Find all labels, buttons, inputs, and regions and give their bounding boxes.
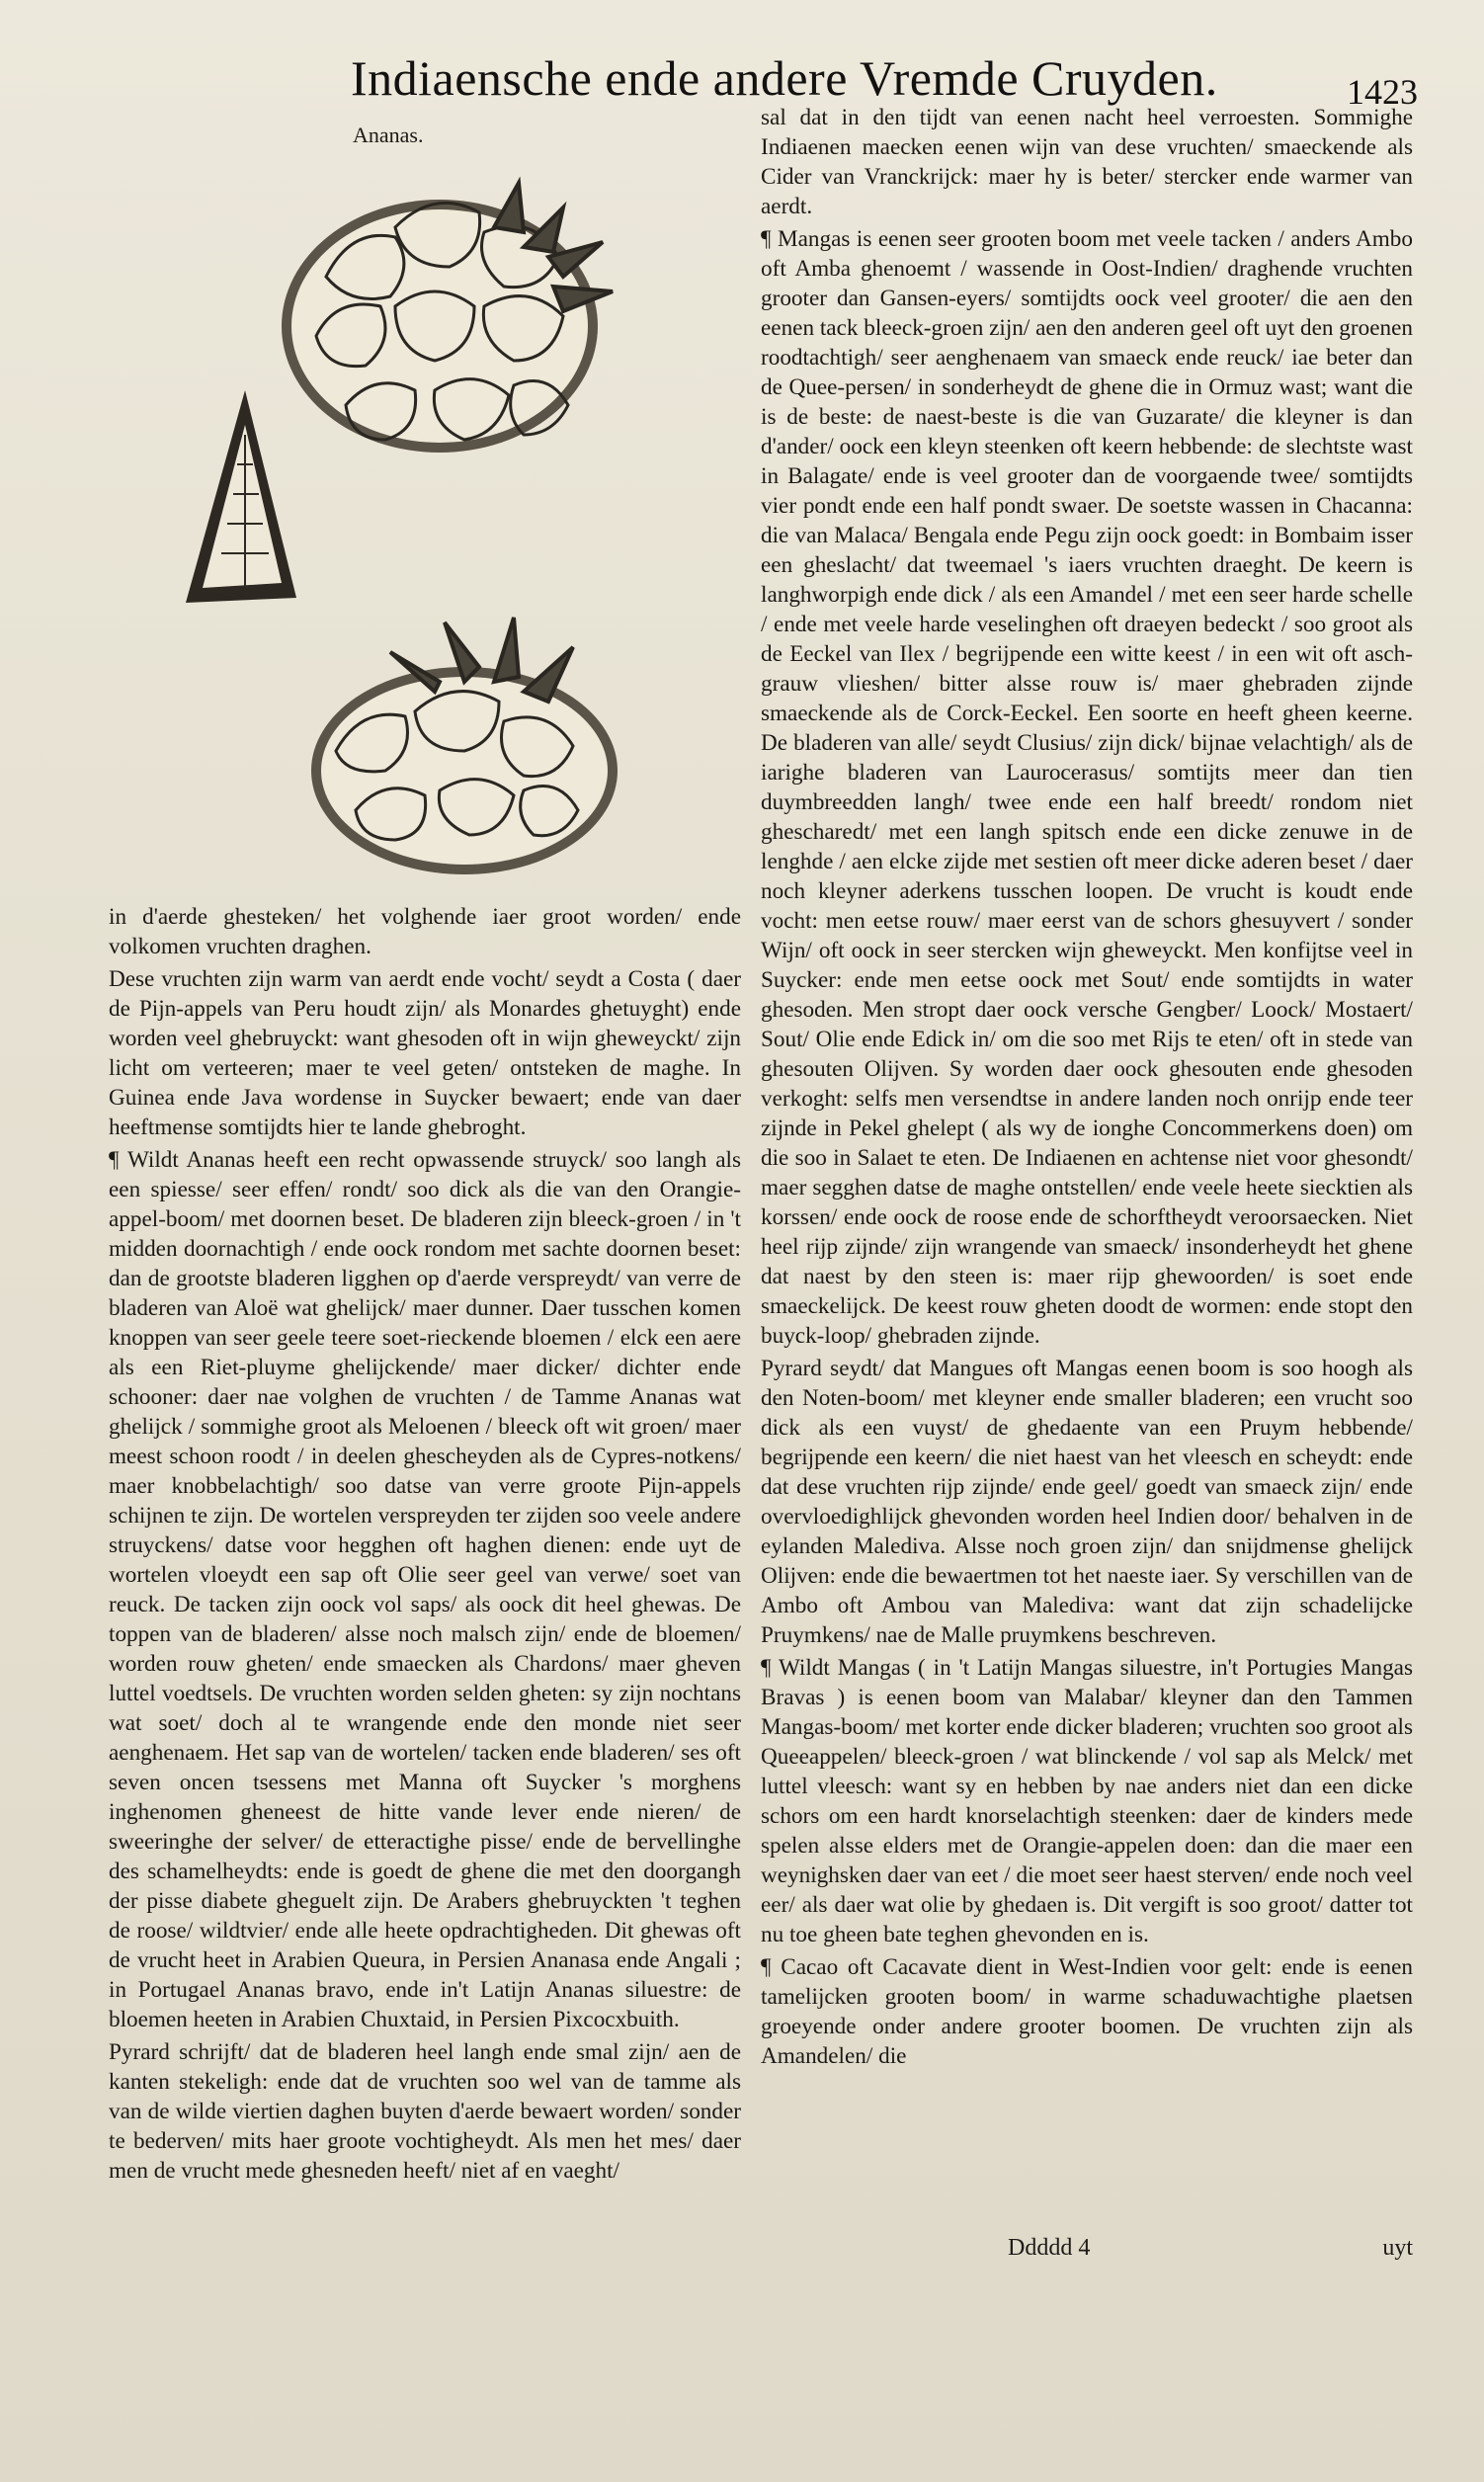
paragraph: sal dat in den tijdt van eenen nacht heel verroesten. Sommighe Indiaenen maecken eenen wijn van dese vruchten/ smaeckende als Cider van Vranckrijck: maer hy is beter/ stercker ende warmer van aerdt. (761, 105, 1413, 219)
figure-caption: Ananas. (353, 123, 424, 147)
right-text-column (761, 103, 1413, 2074)
paragraph: ¶ Wildt Mangas ( in 't Latijn Mangas siluestre, in't Portugies Mangas Bravas ) is eenen boom van Malabar/ kleyner dan den Tammen Mangas-boom/ met korter ende dicker bladeren; vruchten soo groot als Queeappelen/ bleeck-groen / wat blinckende / vol sap als Melck/ met luttel vleesch: want sy en hebben by nae anders niet dan een dicke schors om een hardt knorselachtigh steenken: daer de kinders mede spelen alsse elders met de Orangie-appelen doen: dan die maer een weynighsken daer van eet / die moet seer haest sterven/ ende noch veel eer/ als daer wat olie by ghedaen is. Dit vergift is soo groot/ datter tot nu toe gheen bate teghen ghevonden en is. (761, 1655, 1413, 1947)
paragraph: ¶ Wildt Ananas heeft een recht opwassende struyck/ soo langh als een spiesse/ seer effen/ rondt/ soo dick als die van den Orangie-appel-boom/ met doornen beset. De bladeren zijn bleeck-groen / in 't midden doornachtigh / ende oock rondom met sachte doornen beset: dan de grootste bladeren ligghen op d'aerde verspreydt/ van verre de bladeren van Aloë wat ghelijck/ maer dunner. Daer tusschen komen knoppen van seer geele teere soet-rieckende bloemen / elck een aere als een Riet-pluyme ghelijckende/ maer dicker/ dichter ende schooner: daer nae volghen de vruchten / de Tamme Ananas wat ghelijck / sommighe groot als Meloenen / bleeck oft wit groen/ maer meest schoon roodt / in deelen ghescheyden als de Cypres-notkens/ maer knobbelachtigh/ soo datse van verre groote Pijn-appels schijnen te zijn. De wortelen verspreyden ter zijden soo veele andere struyckens/ datse voor hegghen oft haghen dienen: ende uyt de wortelen vloeydt een sap oft Olie seer geel van verwe/ soet van reuck. De tacken zijn oock vol saps/ als oock dit heel ghewas. De toppen van de bladeren/ alsse noch malsch zijn/ ende de bloemen/ worden rouw gheten/ ende smaecken als Chardons/ maer gheven luttel voedtsels. De vruchten worden selden gheten: sy zijn nochtans wat soet/ doch al te wrangende ende den monde niet seer aenghenaem. Het sap van de wortelen/ tacken ende bladeren/ ses oft seven oncen tsessens met Manna oft Suycker 's morghens inghenomen gheneest de hitte vande lever ende nieren/ de sweeringhe der selver/ de etteractighe pisse/ ende de bervellinghe des schamelheydts: ende is goedt de ghene die met den doorgangh der pisse diabete gheguelt zijn. De Arabers ghebruyckten 't teghen de roose/ wildtvier/ ende alle heete opdrachtigheden. Dit ghewas oft de vrucht heet in Arabien Queura, in Persien Ananasa ende Angali ; in Portugael Ananas bravo, ende in't Latijn Ananas siluestre: de bloemen heeten in Arabien Chuxtaid, in Persien Pixcocxbuith. (109, 1147, 741, 2032)
paragraph: Pyrard seydt/ dat Mangues oft Mangas eenen boom is soo hoogh als den Noten-boom/ met kleyner ende smaller bladeren; een vrucht soo dick als een vuyst/ de ghedaente van een Pruym hebbende/ begrijpende een keern/ die niet haest van het vleesch en scheydt: ende dat dese vruchten rijp zijnde/ ende geel/ goedt van smaeck zijn/ ende overvloedighlijck ghevonden worden heel Indien door/ behalven in de eylanden Malediva. Alsse noch groen zijn/ dan snijdmense ghelijck Olijven: ende die bewaertmen tot het naeste iaer. Sy verschillen van de Ambo oft Ambou van Malediva: want dat zijn schadelijcke Pruymkens/ nae de Malle pruymkens beschreven. (761, 1356, 1413, 1648)
left-text-column (109, 902, 741, 2189)
paragraph: ¶ Mangas is eenen seer grooten boom met veele tacken / anders Ambo oft Amba ghenoemt / wassende in Oost-Indien/ draghende vruchten grooter dan Gansen-eyers/ somtijdts oock veel grooter/ die aen den eenen tack bleeck-groen zijn/ aen den anderen geel oft uyt den groenen roodtachtigh/ seer aenghenaem van smaeck ende reuck/ iae beter dan de Quee-persen/ in sonderheydt de ghene die in Ormuz wast; want die is de beste: de naest-beste is die van Guzarate/ die kleyner is dan d'ander/ oock een kleyn steenken oft keern hebbende: de slechtste wast in Balagate/ ende is veel grooter dan de voorgaende twee/ somtijdts vier pondt ende een half pondt swaer. De soetste wassen in Chacanna: die van Malaca/ Bengala ende Pegu zijn oock goedt: in Bombaim isser een gheslacht/ dat tweemael 's iaers vruchten draeght. De keern is langhworpigh ende dick / als een Amandel / met een seer harde schelle / ende met veele harde veselinghen oft draeyen bedeckt / soo groot als de Eeckel van Ilex / begrijpende een witte keest / in een wit oft asch-grauw vlieshen/ bitter alsse rouw is/ maer ghebraden zijnde smaeckende als de Corck-Eeckel. Een soorte en heeft gheen keerne. De bladeren van alle/ seydt Clusius/ zijn dick/ bijnae velachtigh/ als de iarighe bladeren van Laurocerasus/ somtijts meer dan tien duymbreedden langh/ twee ende een half breedt/ rondom niet ghescharedt/ met een langh spitsch ende een dicke zenuwe in de lenghde / aen elcke zijde met sestien oft meer dicke aderen beset / daer noch kleyner aderkens tusschen loopen. De vrucht is koudt ende vocht: men eetse rouw/ maer eerst van de schors ghesuyvert / sonder Wijn/ oft oock in seer stercken wijn gheweyckt. Men konfijtse veel in Suycker: ende men eetse oock met Sout/ ende somtijdts in water ghesoden. Men stropt daer oock versche Gengber/ Loock/ Mostaert/ Sout/ Olie ende Edick in/ om die soo met Rijs te eten/ oft in stede van ghesouten Olijven. Sy worden daer oock ghesouten ende ghesoden verkoght: selfs men versendtse in andere landen noch onrijp ende teer zijnde in Pekel ghelept ( als wy de ionghe Concommerkens doen) om die soo in Salaet te eten. De Indiaenen en achtense niet voor ghesondt/ maer segghen datse de maghe ontstellen/ ende veele heete siecktien als korssen/ ende oock de roose ende de schorftheydt veroorsaecken. Niet heel rijp zijnde/ zijn wrangende van smaeck/ insonderheydt het ghene dat naest by den steen is: maer rijp ghewoorden/ is soet ende smaeckelijck. De keest rouw gheten doodt de wormen: ende stopt den buyck-loop/ ghebraden zijnde. (761, 226, 1413, 1349)
signature-mark: Ddddd 4 (1008, 2235, 1091, 2261)
pineapple-fruit-bottom-illustration (311, 618, 618, 874)
paragraph: Pyrard schrijft/ dat de bladeren heel langh ende smal zijn/ aen de kanten stekeligh: ende dat de vruchten soo wel van de tamme als van de wilde viertien daghen buyten d'aerde bewaert worden/ sonder te bederven/ mits haer groote vochtigheydt. Als men het mes/ daer men de vrucht mede ghesneden heeft/ niet af en vaeght/ (109, 2039, 741, 2184)
paragraph: ¶ Cacao oft Cacavate dient in West-Indien voor gelt: ende is eenen tamelijcken grooten boom/ in warme schaduwachtighe plaetsen groeyende onder andere grooter boomen. De vruchten zijn als Amandelen/ die (761, 1954, 1413, 2069)
paragraph: in d'aerde ghesteken/ het volghende iaer groot worden/ ende volkomen vruchten draghen. (109, 904, 741, 959)
page-number: 1423 (1347, 72, 1418, 112)
pineapple-fruit-top-illustration (282, 183, 613, 453)
catchword: uyt (1382, 2235, 1413, 2261)
pineapple-leaf-illustration (186, 390, 296, 603)
page-title: Indiaensche ende andere Vremde Cruyden. (351, 50, 1218, 106)
paragraph: Dese vruchten zijn warm van aerdt ende vocht/ seydt a Costa ( daer de Pijn-appels van Peru houdt zijn/ als Monardes ghetuyght) ende worden veel ghebruyckt: want ghesoden oft in wijn gheweyckt/ zijn licht om verteeren; maer te veel geten/ ontsteken de maghe. In Guinea ende Java wordense in Suycker bewaert; ende van daer heeftmense somtijdts hier te lande ghebroght. (109, 966, 741, 1140)
